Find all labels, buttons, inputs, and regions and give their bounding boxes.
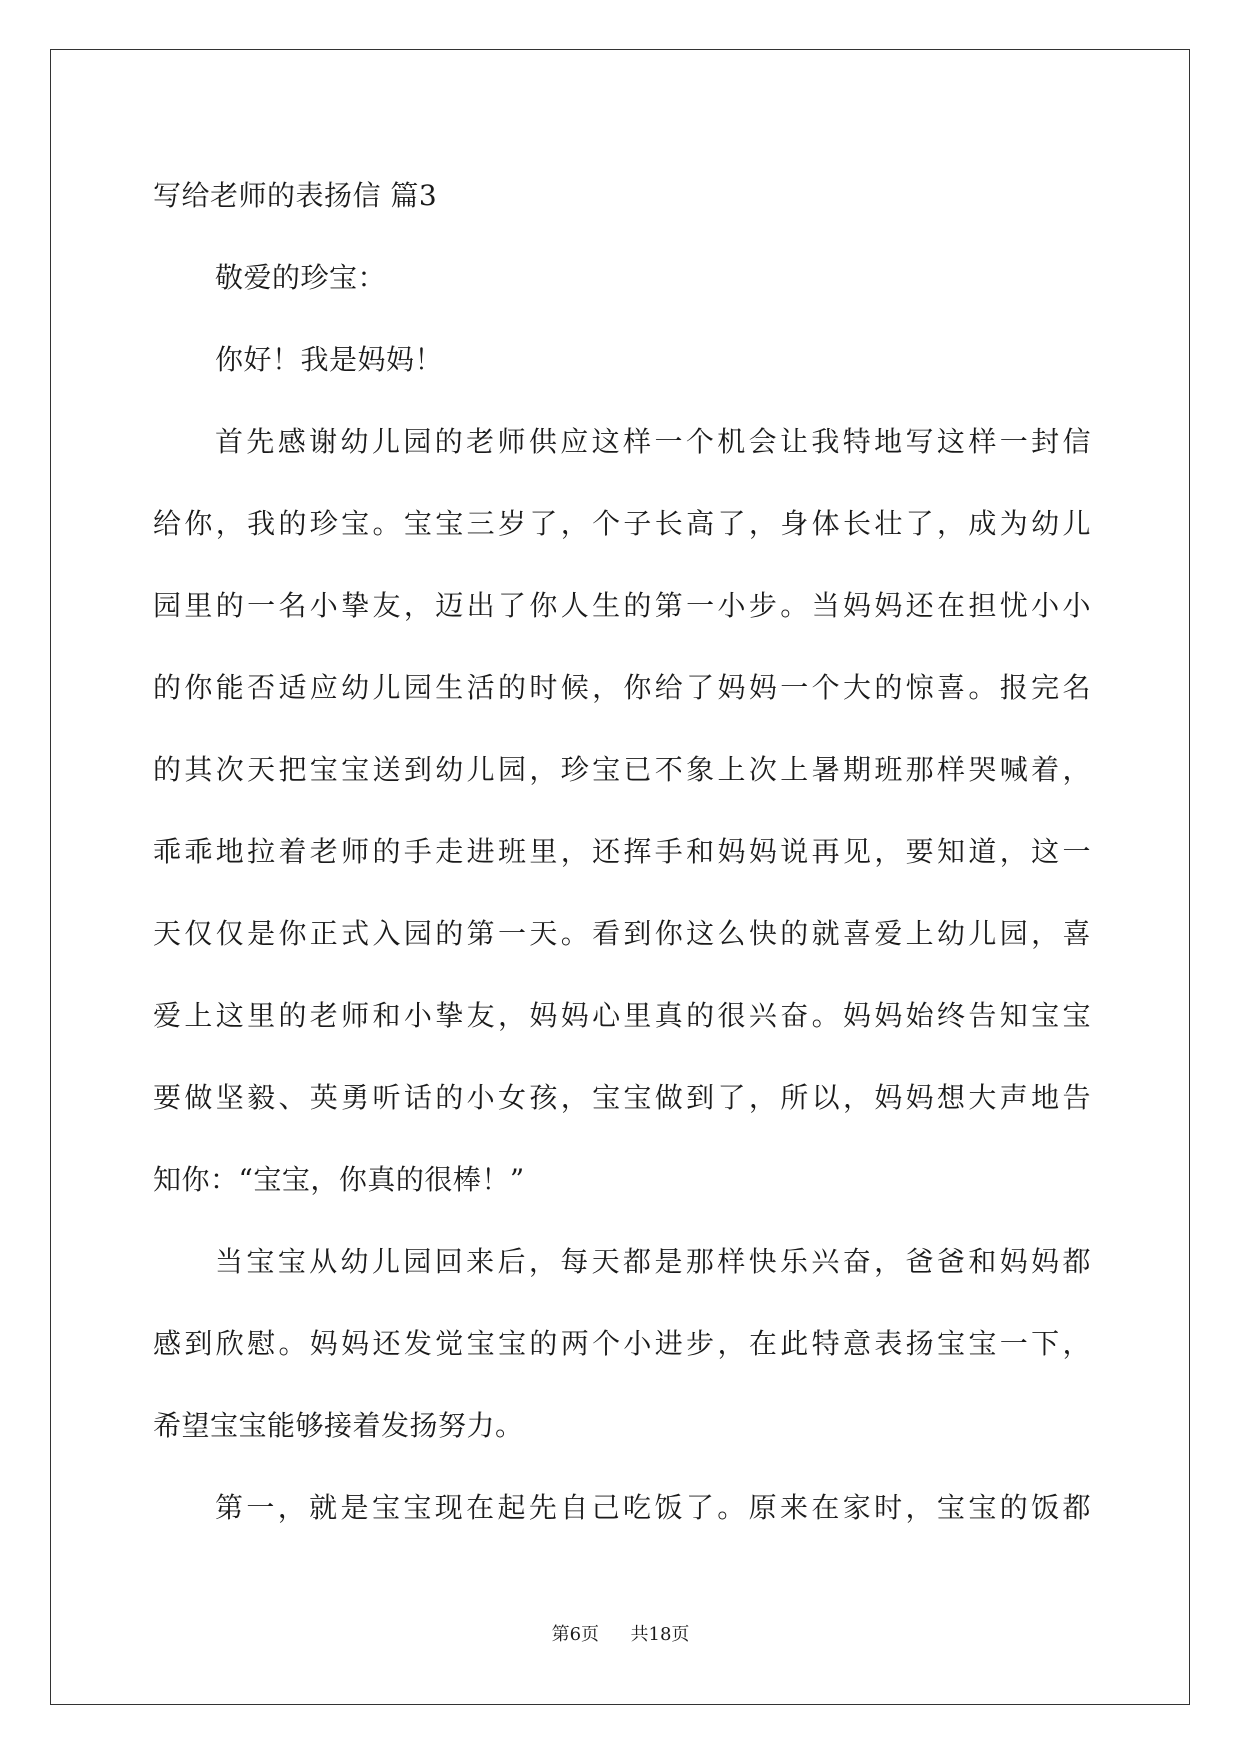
paragraph-line: 感到欣慰。妈妈还发觉宝宝的两个小进步，在此特意表扬宝宝一下， — [153, 1327, 1091, 1360]
letter-salutation: 敬爱的珍宝： — [215, 261, 387, 294]
paragraph-line: 第一，就是宝宝现在起先自己吃饭了。原来在家时，宝宝的饭都 — [215, 1491, 1091, 1524]
current-page-label: 第6页 — [551, 1624, 600, 1645]
letter-greeting: 你好！我是妈妈！ — [215, 343, 444, 376]
paragraph-line: 园里的一名小挚友，迈出了你人生的第一小步。当妈妈还在担忧小小 — [153, 589, 1091, 622]
paragraph-line: 当宝宝从幼儿园回来后，每天都是那样快乐兴奋，爸爸和妈妈都 — [215, 1245, 1091, 1278]
total-pages-label: 共18页 — [630, 1624, 690, 1645]
page-footer — [0, 1620, 1241, 1646]
paragraph-line: 的你能否适应幼儿园生活的时候，你给了妈妈一个大的惊喜。报完名 — [153, 671, 1091, 704]
paragraph-line: 要做坚毅、英勇听话的小女孩，宝宝做到了，所以，妈妈想大声地告 — [153, 1081, 1091, 1114]
document-body — [153, 155, 1091, 1549]
letter-title: 写给老师的表扬信 篇3 — [153, 179, 438, 212]
paragraph-line: 爱上这里的老师和小挚友，妈妈心里真的很兴奋。妈妈始终告知宝宝 — [153, 999, 1091, 1032]
paragraph-line: 的其次天把宝宝送到幼儿园，珍宝已不象上次上暑期班那样哭喊着， — [153, 753, 1091, 786]
paragraph-line: 给你，我的珍宝。宝宝三岁了，个子长高了，身体长壮了，成为幼儿 — [153, 507, 1091, 540]
paragraph-line: 首先感谢幼儿园的老师供应这样一个机会让我特地写这样一封信 — [215, 425, 1091, 458]
paragraph-line: 乖乖地拉着老师的手走进班里，还挥手和妈妈说再见，要知道，这一 — [153, 835, 1091, 868]
paragraph-line: 天仅仅是你正式入园的第一天。看到你这么快的就喜爱上幼儿园，喜 — [153, 917, 1091, 950]
paragraph-line: 知你：“宝宝，你真的很棒！” — [153, 1163, 525, 1196]
paragraph-line: 希望宝宝能够接着发扬努力。 — [153, 1409, 524, 1442]
